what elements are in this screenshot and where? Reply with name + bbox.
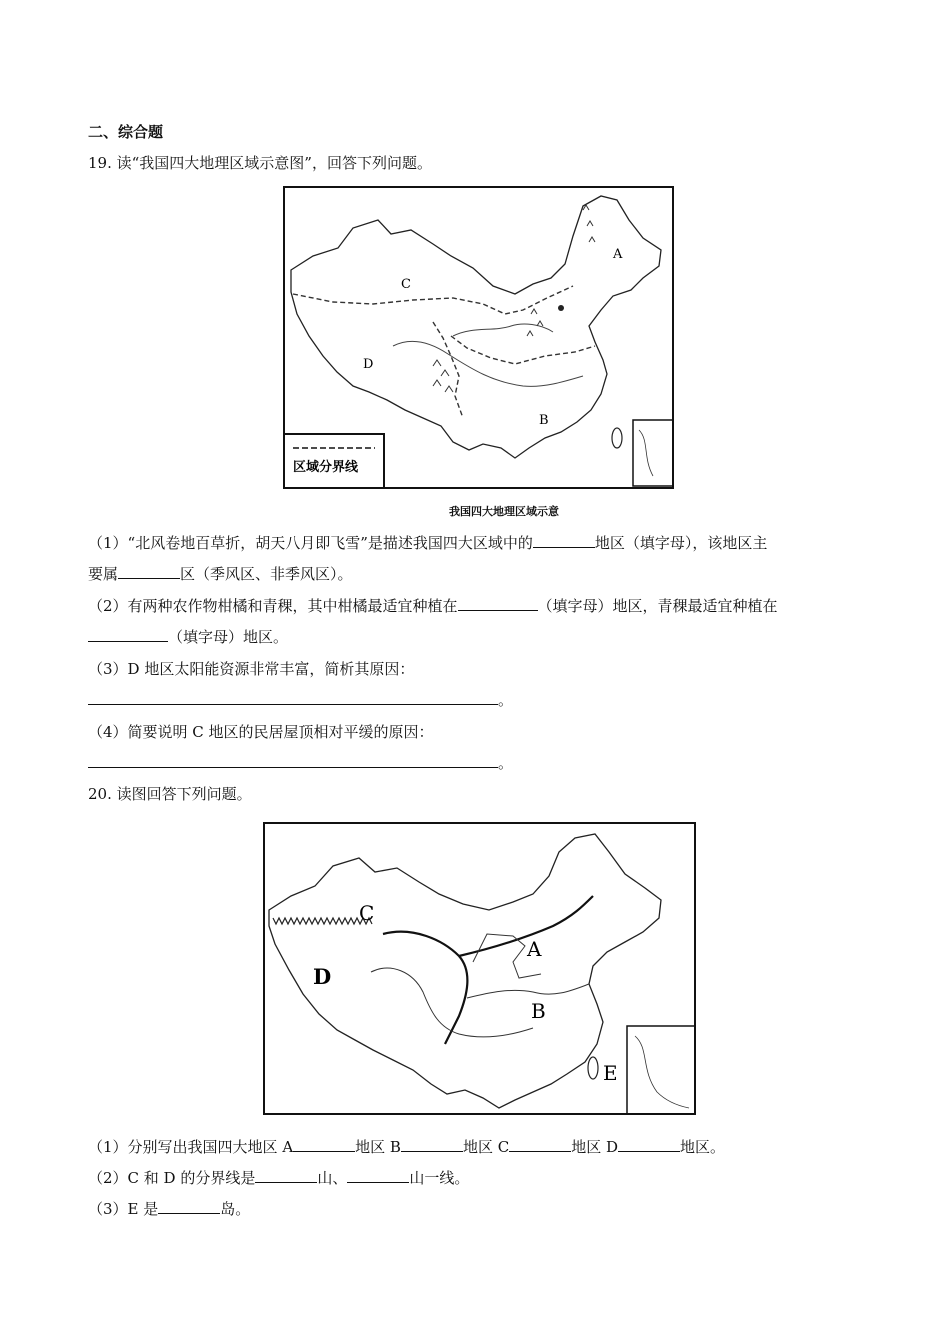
q20-part1 — [88, 1137, 725, 1157]
q19-p2-text-a: （2）有两种农作物柑橘和青稞，其中柑橘最适宜种植在 — [88, 597, 458, 615]
q20-p1-text-a: （1）分别写出我国四大地区 A — [88, 1138, 294, 1156]
q19-part1-line2 — [88, 564, 353, 584]
q20-label-a: A — [527, 937, 542, 961]
q20-p3-blank[interactable] — [158, 1199, 220, 1214]
q20-part3 — [88, 1199, 250, 1219]
q19-label-b: B — [539, 413, 549, 428]
q20-label-e: E — [603, 1061, 618, 1085]
q19-map — [283, 186, 675, 490]
q19-p1-blank-2[interactable] — [118, 564, 180, 579]
q20-p1-text-b: 地区 B — [355, 1138, 401, 1156]
q20-p1-text-c: 地区 C — [462, 1138, 510, 1156]
q19-p1-text-a: （1）“北风卷地百草折，胡天八月即飞雪”是描述我国四大区域中的 — [88, 534, 533, 552]
q19-p1-text-d: 区（季风区、非季风区）。 — [180, 565, 353, 583]
q19-label-a: A — [613, 247, 623, 262]
q20-label-b: B — [531, 999, 546, 1023]
q20-p1-blank-c[interactable] — [509, 1137, 571, 1152]
q19-part1-line1 — [88, 533, 767, 553]
q19-p1-text-b: 地区（填字母），该地区主 — [594, 534, 768, 552]
q19-legend-text: 区域分界线 — [293, 460, 359, 475]
q20-p1-blank-a[interactable] — [293, 1137, 355, 1152]
q20-p3-text-b: 岛。 — [220, 1200, 251, 1218]
q19-label-c: C — [401, 277, 411, 292]
q19-capital-dot — [558, 305, 564, 311]
q19-p4-blank[interactable] — [88, 753, 498, 768]
q19-p2-text-c: （填字母）地区。 — [168, 628, 289, 646]
q19-p3-end: 。 — [498, 691, 514, 709]
q19-p2-blank-1[interactable] — [458, 596, 538, 611]
q20-p2-text-a: （2）C 和 D 的分界线是 — [88, 1169, 256, 1187]
q19-part2-line2 — [88, 627, 288, 647]
q19-p3-blank[interactable] — [88, 690, 498, 705]
q20-p1-blank-d[interactable] — [618, 1137, 680, 1152]
q20-p1-text-d: 地区 D — [571, 1138, 618, 1156]
q19-p2-text-b: （填字母）地区，青稞最适宜种植在 — [537, 597, 778, 615]
section-title: 二、综合题 — [88, 123, 164, 141]
q19-p1-blank-1[interactable] — [533, 533, 595, 548]
q20-p1-blank-b[interactable] — [401, 1137, 463, 1152]
q19-stem: 19. 读“我国四大地理区域示意图”，回答下列问题。 — [88, 154, 432, 172]
q20-p2-blank-1[interactable] — [255, 1168, 317, 1183]
q20-map — [263, 822, 697, 1116]
q19-part3: （3）D 地区太阳能资源非常丰富，简析其原因： — [88, 660, 415, 678]
q20-p3-text-a: （3）E 是 — [88, 1200, 159, 1218]
q19-part4-answer — [88, 753, 513, 773]
q20-p1-text-e: 地区。 — [680, 1138, 726, 1156]
q19-map-caption: 我国四大地理区域示意 — [449, 505, 559, 518]
q20-part2 — [88, 1168, 469, 1188]
q19-label-d: D — [363, 357, 374, 372]
q20-p2-text-b: 山、 — [317, 1169, 348, 1187]
q20-label-d: D — [313, 964, 332, 989]
q20-map-svg — [263, 822, 697, 1116]
q19-p2-blank-2[interactable] — [88, 627, 168, 642]
q19-part3-answer — [88, 690, 513, 710]
q19-p4-end: 。 — [498, 754, 514, 772]
q20-p2-blank-2[interactable] — [347, 1168, 409, 1183]
q20-stem: 20. 读图回答下列问题。 — [88, 785, 252, 803]
q19-p1-text-c: 要属 — [88, 565, 119, 583]
q19-map-svg — [283, 186, 675, 490]
q19-part4: （4）简要说明 C 地区的民居屋顶相对平缓的原因： — [88, 723, 434, 741]
q20-p2-text-c: 山一线。 — [409, 1169, 470, 1187]
q20-label-c: C — [359, 901, 375, 925]
q19-part2-line1 — [88, 596, 778, 616]
